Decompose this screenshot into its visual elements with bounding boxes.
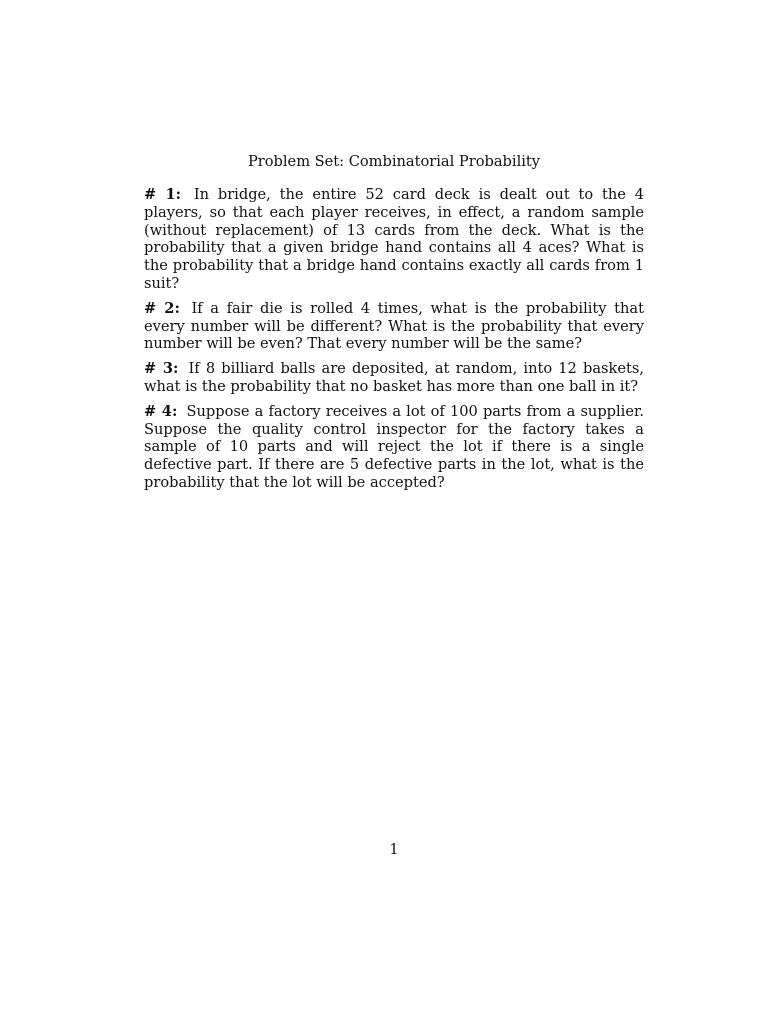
problem-list	[144, 186, 644, 499]
problem-label: # 4:	[144, 402, 178, 420]
problem-1	[144, 186, 644, 293]
problem-label: # 1:	[144, 186, 182, 203]
problem-label: # 3:	[144, 360, 179, 378]
problem-text: If a fair die is rolled 4 times, what is the probability that every number will be different? What is the probability that every number will be even? That every number will be the same?	[144, 299, 644, 353]
problem-text: Suppose a factory receives a lot of 100 parts from a supplier. Suppose the quality control inspector for the factory takes a sample of 10 parts and will reject the lot if there is a single defective part. If there are 5 defective parts in the lot, what is the probability that the lot will be accepted?	[144, 402, 644, 491]
page-title: Problem Set: Combinatorial Probability	[247, 153, 541, 170]
problem-label: # 2:	[144, 299, 180, 317]
problem-4	[144, 403, 644, 492]
page-number: 1	[389, 841, 399, 858]
problem-3	[144, 360, 644, 396]
problem-text: In bridge, the entire 52 card deck is dealt out to the 4 players, so that each player receives, in effect, a random sample (without replacement) of 13 cards from the deck. What is the probability that a given bridge hand contains all 4 aces? What is the probability that a bridge hand contains exactly all cards from 1 suit?	[144, 186, 644, 292]
problem-2	[144, 300, 644, 353]
problem-text: If 8 billiard balls are deposited, at random, into 12 baskets, what is the probability that no basket has more than one ball in it?	[144, 360, 644, 395]
